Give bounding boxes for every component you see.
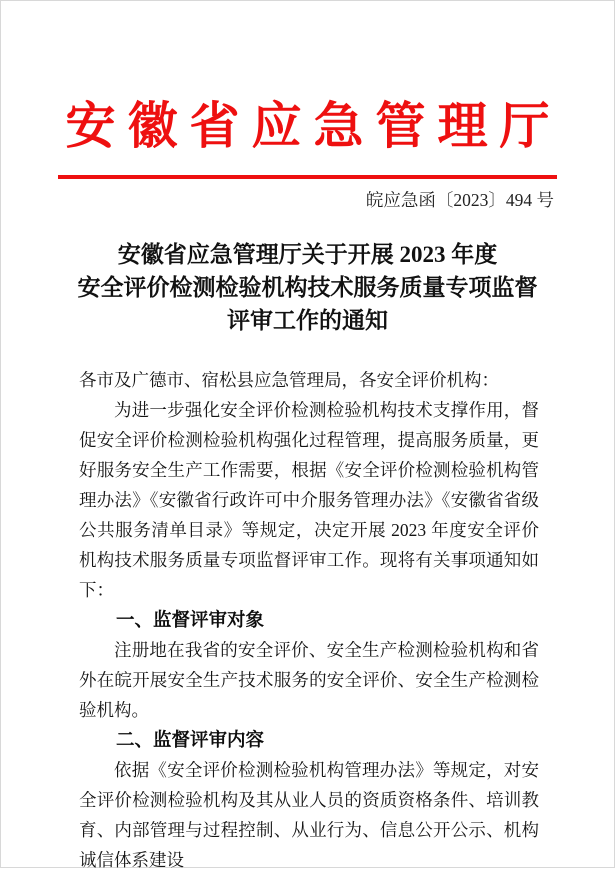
title-line-1: 安徽省应急管理厅关于开展 2023 年度: [117, 242, 498, 267]
notice-title: [29, 238, 586, 337]
title-line-2: 安全评价检测检验机构技术服务质量专项监督: [77, 275, 538, 300]
letterhead: [1, 1, 614, 212]
intro-paragraph: 为进一步强化安全评价检测检验机构技术支撑作用，督促安全评价检测检验机构强化过程管理，提高服务质量，更好服务安全生产工作需要，根据《安全评价检测检验机构管理办法》《安徽省行政许可中介服务管理办法》《安徽省省级公共服务清单目录》等规定，决定开展 2023 年度安全评价机构技术服务质量专项监督评审工作。现将有关事项通知如下：: [79, 400, 539, 600]
red-divider: [58, 175, 557, 179]
section-1-text: 注册地在我省的安全评价、安全生产检测检验机构和省外在皖开展安全生产技术服务的安全评价、安全生产检测检验机构。: [79, 640, 539, 720]
document-number: 皖应急函〔2023〕494 号: [365, 190, 554, 210]
section-2-text: 依据《安全评价检测检验机构管理办法》等规定，对安全评价检测检验机构及其从业人员的资质资格条件、培训教育、内部管理与过程控制、从业行为、信息公开公示、机构诚信体系建设: [79, 760, 539, 870]
section-1-heading: 一、监督评审对象: [116, 609, 265, 630]
salutation: 各市及广德市、宿松县应急管理局，各安全评价机构：: [79, 370, 499, 390]
agency-header: 安徽省应急管理厅: [65, 98, 562, 154]
section-2-heading: 二、监督评审内容: [116, 729, 265, 750]
title-line-3: 评审工作的通知: [227, 308, 388, 333]
notice-body: [79, 365, 539, 875]
